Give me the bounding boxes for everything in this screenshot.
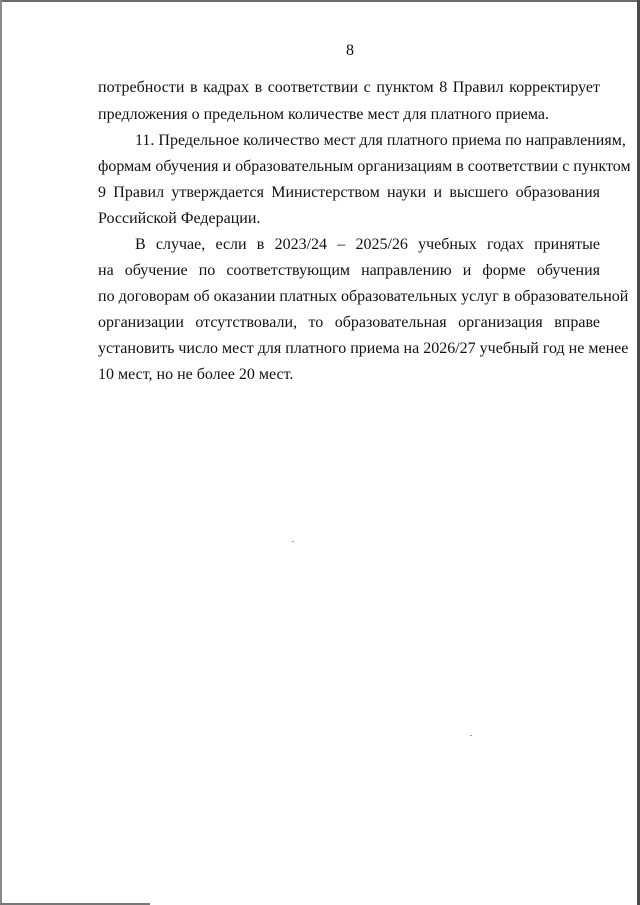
text-line: Российской Федерации. xyxy=(98,210,261,227)
text-line: 11. Предельное количество мест для платного приема по направлениям, xyxy=(135,132,626,149)
text-line: потребности в кадрах в соответствии с пунктом 8 Правил корректирует xyxy=(98,79,600,96)
text-line: организации отсутствовали, то образовательная организация вправе xyxy=(98,314,600,331)
scan-edge-left xyxy=(0,0,2,905)
text-line: по договорам об оказании платных образовательных услуг в образовательной xyxy=(98,288,629,305)
text-line: В случае, если в 2023/24 – 2025/26 учебных годах принятые xyxy=(135,236,600,253)
text-line: на обучение по соответствующим направлению и форме обучения xyxy=(98,262,600,279)
scan-speck xyxy=(292,541,294,542)
scan-edge-top xyxy=(0,0,640,2)
text-line: формам обучения и образовательным организациям в соответствии с пунктом xyxy=(98,158,631,175)
text-line: 10 мест, но не более 20 мест. xyxy=(98,366,294,383)
page-number: 8 xyxy=(346,42,354,59)
text-line: установить число мест для платного приема на 2026/27 учебный год не менее xyxy=(98,340,629,357)
text-line: 9 Правил утверждается Министерством науки и высшего образования xyxy=(98,184,600,201)
scan-speck xyxy=(470,735,472,736)
text-line: предложения о предельном количестве мест для платного приема. xyxy=(98,106,549,123)
